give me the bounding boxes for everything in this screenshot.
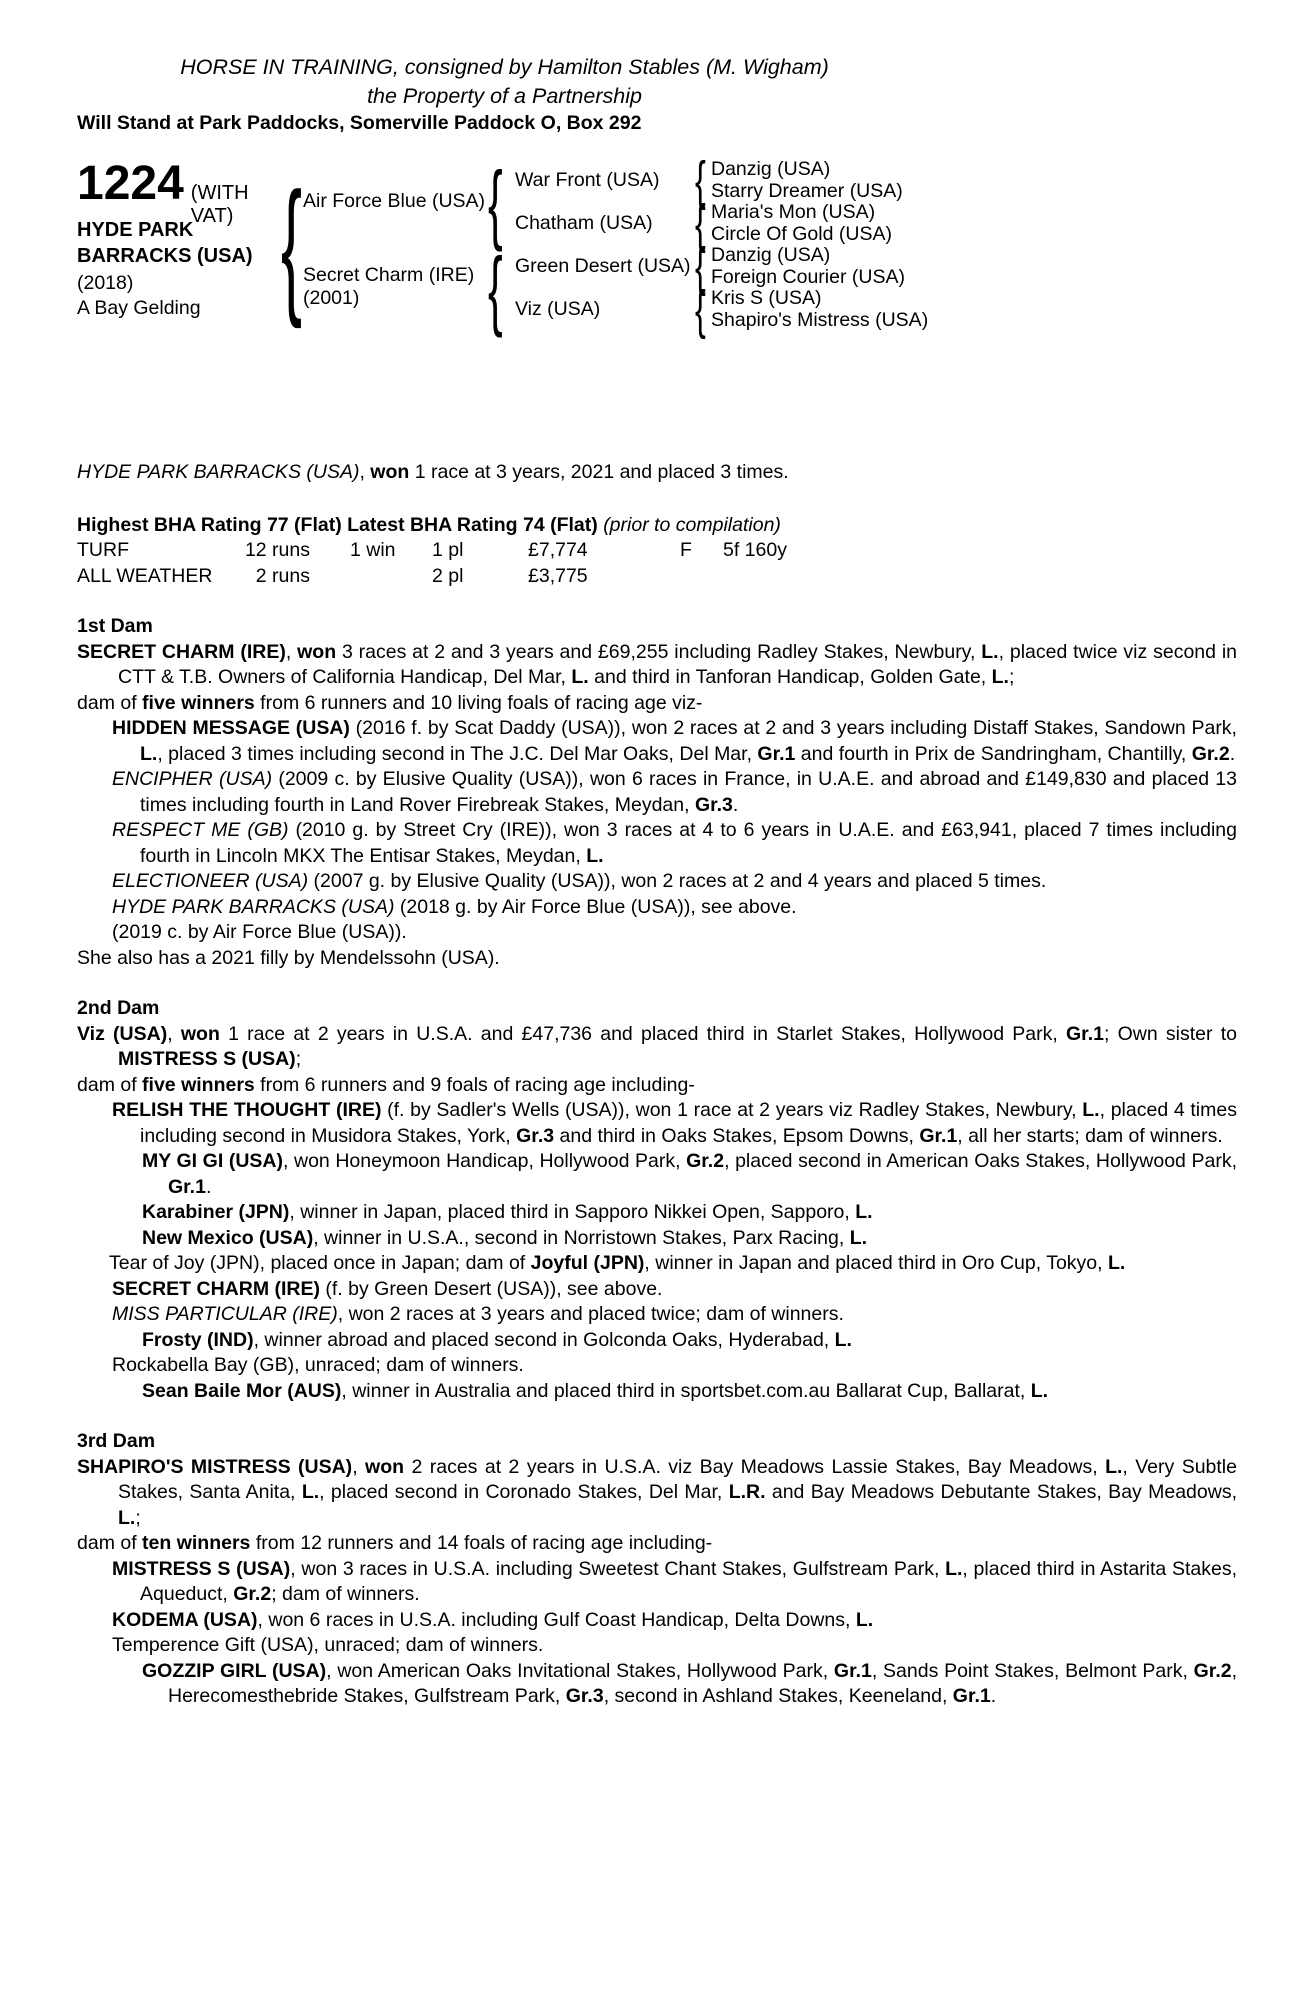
lot-info-block [77,156,292,321]
pedigree-paragraph [77,1659,1237,1710]
great-grandparents-pair [711,159,903,202]
text-segment: L. [586,844,604,867]
text-segment: , winner abroad and placed second in Golconda Oaks, Hyderabad, [253,1328,835,1351]
text-segment: (f. by Sadler's Wells (USA)), won 1 race at 2 years viz Radley Stakes, Newbury, [381,1099,1083,1121]
stats-row [77,538,1237,564]
text-segment: dam of [77,1532,143,1554]
stats-cell: 1 pl [432,539,464,561]
text-segment: Gr.1 [919,1124,958,1147]
text-segment: SECRET CHARM (IRE) [112,1277,320,1300]
stats-cell: ALL WEATHER [77,564,213,587]
text-segment: 1 race at 2 years in U.S.A. and £47,736 and placed third in Starlet Stakes, Hollywood Park, [219,1022,1067,1045]
text-segment: Gr.2 [1193,1659,1232,1682]
text-segment: ENCIPHER (USA) [112,768,273,790]
dam-name: Secret Charm (IRE) [303,264,475,286]
bha-rating-line [77,513,1237,539]
granddam-name: Viz (USA) [515,298,601,320]
vat-note: (WITH VAT) [190,182,249,227]
stats-table [77,538,1237,589]
great-grandsire: Danzig (USA) [711,158,831,180]
text-segment: from 6 runners and 9 foals of racing age including- [254,1073,695,1096]
text-segment: dam of [77,1073,143,1096]
granddam-name: Chatham (USA) [515,212,653,234]
grandsire-name: Green Desert (USA) [515,255,691,277]
text-segment: ; [1008,666,1015,688]
pedigree-paragraph [77,1277,1237,1303]
pedigree-paragraph [77,920,1237,946]
text-segment: , winner in Australia and placed third in sportsbet.com.au Ballarat Cup, Ballarat, [341,1379,1031,1402]
text-segment: , Herecomesthebride Stakes, Gulfstream Park, [168,1659,1238,1707]
text-segment: 1 race at 3 years, 2021 and placed 3 times. [409,461,789,483]
text-segment: , Very Subtle Stakes, Santa Anita, [118,1455,1237,1503]
text-segment: five winners [142,1073,255,1096]
text-segment: L. [118,1506,136,1529]
horse-name-line-2: BARRACKS (USA) [77,245,253,267]
text-segment: , [359,461,371,483]
text-segment: , [167,1022,181,1045]
text-segment: MISS PARTICULAR (IRE) [112,1303,338,1325]
text-segment: , placed twice viz second in CTT & T.B. Owners of California Handicap, Del Mar, [118,640,1237,688]
text-segment: KODEMA (USA) [112,1608,258,1631]
pedigree-paragraph [77,1022,1237,1073]
great-grandsire: Danzig (USA) [711,244,831,266]
text-segment: Viz (USA) [77,1022,168,1045]
text-segment: L. [945,1557,963,1580]
stats-cell: 1 win [350,539,396,561]
text-segment: . [1229,742,1236,765]
great-grandparents-pair [711,202,892,245]
pedigree-paragraph [77,1608,1237,1634]
text-segment: , placed 4 times including second in Musidora Stakes, York, [140,1099,1237,1147]
text-segment: MISTRESS S (USA) [118,1048,296,1070]
pedigree-paragraph [77,818,1237,869]
text-segment: , placed 3 times including second in The J.C. Del Mar Oaks, Del Mar, [157,742,758,765]
stats-cell: 12 runs [244,539,310,561]
text-segment: L. [981,640,999,663]
text-segment: L. [991,666,1009,688]
pedigree-brace-icon [488,245,503,333]
pedigree-paragraph [77,767,1237,818]
text-segment: Rockabella Bay (GB), unraced; dam of winners. [112,1354,524,1376]
text-segment: Gr.1 [757,742,796,765]
dam-section-heading: 2nd Dam [77,997,160,1019]
text-segment: Temperence Gift (USA), unraced; dam of winners. [112,1634,544,1656]
pedigree-paragraph [77,1633,1237,1659]
race-record-line [77,460,1237,486]
sire-name: Air Force Blue (USA) [303,190,486,212]
text-segment: , second in Ashland Stakes, Keeneland, [603,1685,953,1707]
text-segment: L. [1030,1379,1049,1402]
text-segment: . [990,1685,997,1707]
pedigree-sections [77,614,1237,1710]
text-segment: L. [1082,1099,1100,1121]
text-segment: , won 6 races in U.S.A. including Gulf Coast Handicap, Delta Downs, [257,1608,856,1631]
pedigree-paragraph [77,1328,1237,1354]
text-segment: HYDE PARK BARRACKS (USA) [77,461,360,483]
text-segment: HYDE PARK BARRACKS (USA) [112,895,395,918]
dam-name-block [303,264,474,310]
text-segment: RELISH THE THOUGHT (IRE) [112,1099,382,1121]
stabling-location-line: Will Stand at Park Paddocks, Somerville Paddock O, Box 292 [77,112,642,134]
great-granddam: Shapiro's Mistress (USA) [711,308,929,331]
text-segment: (2019 c. by Air Force Blue (USA)). [112,921,407,943]
text-segment: . [732,793,739,816]
pedigree-paragraph [77,1200,1237,1226]
text-segment: Tear of Joy (JPN), placed once in Japan; dam of [109,1252,531,1274]
text-segment: GOZZIP GIRL (USA) [142,1659,327,1682]
property-line: the Property of a Partnership [367,84,642,108]
text-segment: MY GI GI (USA) [142,1150,283,1172]
text-segment: Gr.2 [233,1583,272,1605]
pedigree-paragraph [77,691,1237,717]
stats-cell: 2 pl [432,564,464,587]
text-segment: Gr.1 [833,1659,872,1682]
great-grandparents-pair [711,288,928,331]
text-segment: , [285,640,298,663]
great-granddam: Starry Dreamer (USA) [711,179,903,202]
pedigree-tree [283,158,1248,353]
text-segment: L. [1107,1252,1126,1274]
text-segment: (2010 g. by Street Cry (IRE)), won 3 races at 4 to 6 years in U.A.E. and £63,941, placed 7 times including fourth in Lincoln MKX The Entisar Stakes, Meydan, [140,819,1237,867]
text-segment: won [370,461,410,483]
text-segment: (f. by Green Desert (USA)), see above. [320,1277,663,1300]
text-segment: L. [301,1481,320,1503]
text-segment: Gr.2 [1191,742,1230,765]
text-segment: L. [140,742,158,765]
pedigree-paragraph [77,1455,1237,1532]
text-segment: , winner in Japan, placed third in Sapporo Nikkei Open, Sapporo, [289,1201,856,1223]
pedigree-paragraph [77,1531,1237,1557]
stats-row [77,564,1237,590]
pedigree-brace-icon [695,283,706,337]
text-segment: Sean Baile Mor (AUS) [142,1379,342,1402]
text-segment: . [205,1175,212,1198]
text-segment: Frosty (IND) [142,1328,254,1351]
grandsire-name: War Front (USA) [515,169,660,191]
text-segment: HIDDEN MESSAGE (USA) [112,717,350,739]
text-segment: dam of [77,691,143,714]
text-segment: , won Honeymoon Handicap, Hollywood Park, [282,1150,687,1172]
text-segment: L. [855,1201,873,1223]
text-segment: , [352,1455,366,1478]
text-segment: (2018 g. by Air Force Blue (USA)), see above. [394,895,797,918]
great-granddam: Circle Of Gold (USA) [711,222,892,245]
text-segment: L. [849,1226,868,1249]
lot-number: 1224 [77,157,184,210]
text-segment: (2016 f. by Scat Daddy (USA)), won 2 races at 2 and 3 years including Distaff Stakes, Sandown Park, [349,717,1237,739]
text-segment: , won 2 races at 3 years and placed twice; dam of winners. [337,1303,844,1325]
pedigree-paragraph [77,1149,1237,1200]
text-segment: L.R. [728,1481,766,1503]
text-segment: , placed third in Astarita Stakes, Aqueduct, [140,1557,1237,1605]
dam-section-heading: 3rd Dam [77,1430,156,1452]
stats-cell: £7,774 [528,539,588,561]
great-grandsire: Maria's Mon (USA) [711,201,876,223]
text-segment: ; [295,1048,302,1070]
stats-cell: 2 runs [255,564,310,587]
pedigree-paragraph [77,869,1237,895]
pedigree-paragraph [77,1098,1237,1149]
text-segment: She also has a 2021 filly by Mendelssohn (USA). [77,946,500,969]
text-segment: ten winners [142,1532,251,1554]
text-segment: and third in Oaks Stakes, Epsom Downs, [554,1124,920,1147]
text-segment: Gr.3 [694,793,733,816]
text-segment: L. [855,1608,874,1631]
dam-section-heading: 1st Dam [77,615,153,637]
stats-cell: F [680,539,692,561]
text-segment: , won American Oaks Invitational Stakes, Hollywood Park, [326,1659,834,1682]
text-segment: L. [834,1328,852,1351]
pedigree-paragraph [77,1557,1237,1608]
pedigree-paragraph [77,640,1237,691]
catalogue-body [77,460,1237,1710]
great-grandsire: Kris S (USA) [711,287,822,309]
text-segment: SECRET CHARM (IRE) [77,640,286,663]
text-segment: Gr.3 [516,1124,555,1147]
text-segment: , all her starts; dam of winners. [957,1124,1223,1147]
text-segment: 2 races at 2 years in U.S.A. viz Bay Meadows Lassie Stakes, Bay Meadows, [404,1455,1106,1478]
foaling-year: (2018) [77,272,134,294]
text-segment: ELECTIONEER (USA) [112,870,309,892]
text-segment: Joyful (JPN) [530,1252,645,1274]
text-segment: (prior to compilation) [603,513,781,536]
text-segment: won [365,1455,405,1478]
text-segment: ; dam of winners. [271,1583,420,1605]
pedigree-paragraph [77,895,1237,921]
text-segment: Highest BHA Rating 77 (Flat) Latest BHA Rating 74 (Flat) [77,513,598,536]
text-segment: Gr.1 [952,1685,991,1707]
text-segment: from 12 runners and 14 foals of racing age including- [250,1532,713,1554]
stats-cell: TURF [77,539,129,561]
text-segment: won [297,640,337,663]
text-segment: , placed second in Coronado Stakes, Del Mar, [319,1481,729,1503]
text-segment: Karabiner (JPN) [142,1201,290,1223]
text-segment: (2009 c. by Elusive Quality (USA)), won 6 races in France, in U.A.E. and abroad and £149,830 and placed 13 times including fourth in Land Rover Firebreak Stakes, Meydan, [140,768,1237,816]
text-segment: Gr.2 [686,1150,725,1172]
stats-cell: 5f 160y [723,539,787,561]
pedigree-paragraph [77,1251,1237,1277]
text-segment: , placed second in American Oaks Stakes, Hollywood Park, [724,1150,1237,1172]
great-granddam: Foreign Courier (USA) [711,265,905,288]
dam-year: (2001) [303,287,360,309]
pedigree-paragraph [77,1226,1237,1252]
great-grandparents-pair [711,245,905,288]
text-segment: ; [135,1506,141,1529]
consignor-line: HORSE IN TRAINING, consigned by Hamilton Stables (M. Wigham) [180,55,829,79]
pedigree-paragraph [77,1302,1237,1328]
text-segment: and third in Tanforan Handicap, Golden Gate, [588,666,992,688]
text-segment: , winner in U.S.A., second in Norristown Stakes, Parx Racing, [313,1226,850,1249]
text-segment: SHAPIRO'S MISTRESS (USA) [77,1455,353,1478]
text-segment: MISTRESS S (USA) [112,1557,291,1580]
horse-description: A Bay Gelding [77,297,201,319]
lot-number-row [77,156,292,227]
text-segment: , winner in Japan and placed third in Oro Cup, Tokyo, [644,1252,1108,1274]
text-segment: L. [571,666,589,688]
pedigree-brace-icon [488,159,503,247]
text-segment: , won 3 races in U.S.A. including Sweetest Chant Stakes, Gulfstream Park, [290,1557,946,1580]
pedigree-paragraph [77,946,1237,972]
text-segment: ; Own sister to [1103,1022,1238,1045]
text-segment: won [180,1022,220,1045]
text-segment: and fourth in Prix de Sandringham, Chantilly, [795,742,1192,765]
text-segment: from 6 runners and 10 living foals of racing age viz- [254,691,703,714]
pedigree-brace-icon [281,170,302,320]
pedigree-paragraph [77,1073,1237,1099]
text-segment: Gr.3 [565,1685,604,1707]
horse-name-line-1: HYDE PARK [77,219,194,241]
text-segment: five winners [142,691,255,714]
pedigree-paragraph [77,1379,1237,1405]
text-segment: and Bay Meadows Debutante Stakes, Bay Meadows, [765,1481,1238,1503]
text-segment: (2007 g. by Elusive Quality (USA)), won 2 races at 2 and 4 years and placed 5 times. [308,870,1047,892]
text-segment: 3 races at 2 and 3 years and £69,255 including Radley Stakes, Newbury, [336,640,982,663]
text-segment: RESPECT ME (GB) [112,819,289,841]
pedigree-paragraph [77,716,1237,767]
pedigree-paragraph [77,1353,1237,1379]
text-segment: Gr.1 [168,1175,206,1198]
text-segment: L. [1105,1455,1123,1478]
text-segment: New Mexico (USA) [142,1226,314,1249]
text-segment: , Sands Point Stakes, Belmont Park, [871,1659,1194,1682]
text-segment: Gr.1 [1066,1022,1104,1045]
stats-cell: £3,775 [528,564,588,587]
